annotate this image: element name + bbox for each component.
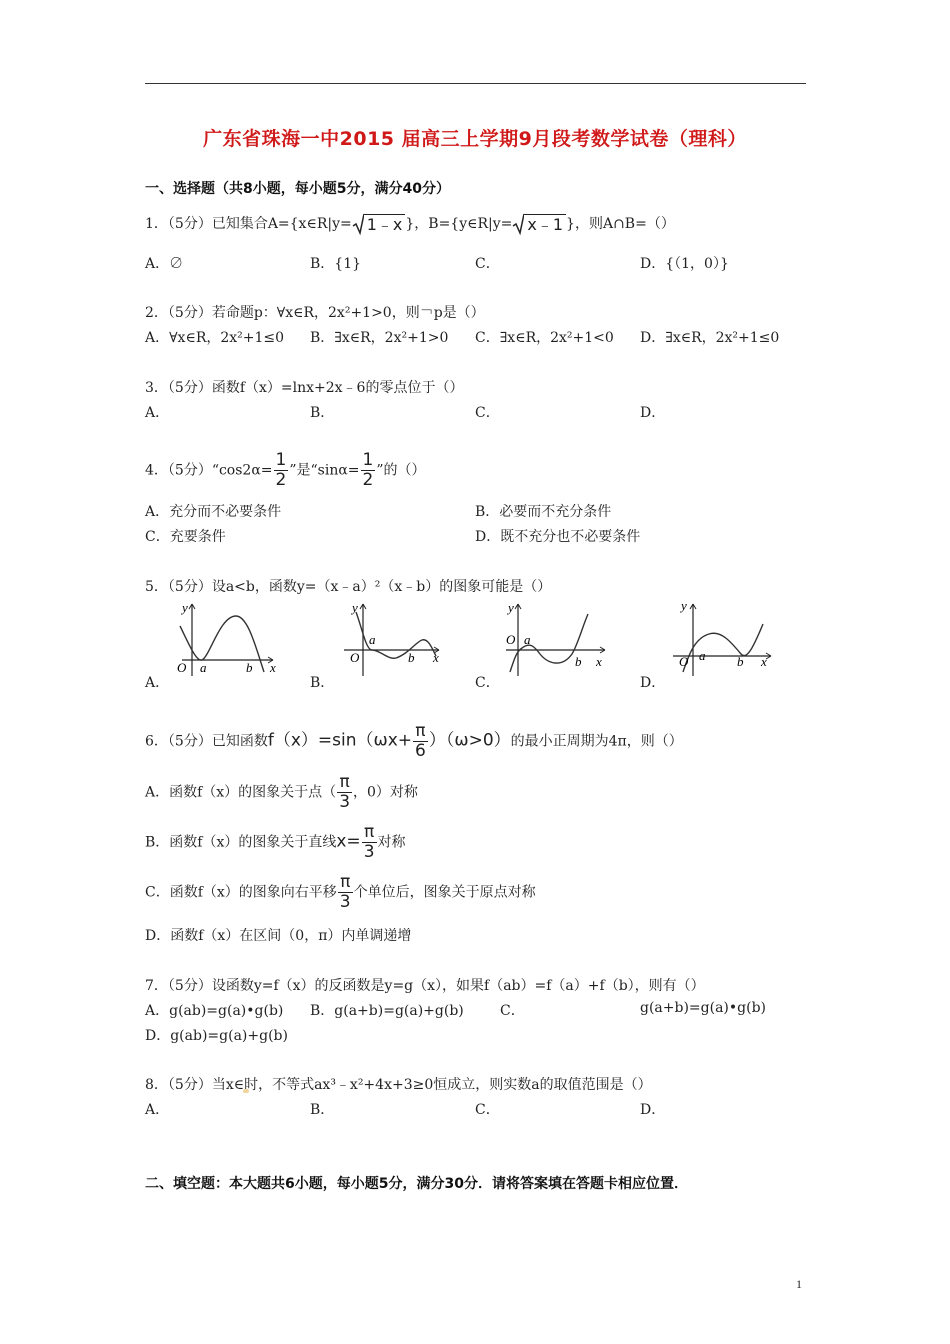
q5-option-c: C． (475, 675, 500, 691)
page-number: 1 (796, 1277, 802, 1291)
header-rule (145, 83, 806, 84)
q8-option-a: A． (145, 1102, 170, 1118)
graph-y-label: y (352, 600, 358, 615)
exam-title: 广东省珠海一中2015 届高三上学期9月段考数学试卷（理科） (203, 128, 747, 150)
fraction: $\frac{1}{2}$ (275, 450, 287, 490)
q2-option-b: B．∃x∈R，2x²+1>0 (310, 330, 449, 346)
question-1-stem: 1．（5分）已知集合A={x∈R|y= 1﹣x }，B={y∈R|y= x﹣1 }，则A∩B=（） (145, 214, 675, 234)
q5-option-a: A． (145, 675, 170, 691)
q6-option-c: C．函数f（x）的图象向右平移 $\frac{\pi}{3}$ 个单位后，图象关于原点对称 (145, 872, 536, 912)
q6-option-d: D．函数f（x）在区间（0，π）内单调递增 (145, 928, 412, 944)
section-1-heading: 一、选择题（共8小题，每小题5分，满分40分） (145, 181, 450, 197)
q5-option-d: D． (640, 675, 666, 691)
graph-origin-label: O (679, 654, 689, 669)
q4-option-c: C．充要条件 (145, 529, 226, 545)
q6-option-b: B．函数f（x）的图象关于直线x= $\frac{\pi}{3}$ 对称 (145, 822, 406, 862)
q4-option-a: A．充分而不必要条件 (145, 504, 282, 520)
graph-y-label: y (182, 600, 188, 615)
graph-option-d (665, 598, 780, 678)
fraction: $\frac{\pi}{6}$ (415, 721, 426, 761)
q7-option-a: A．g(ab)=g(a)•g(b) (145, 1003, 284, 1019)
fraction: $\frac{\pi}{3}$ (339, 872, 351, 912)
graph-option-c (500, 598, 615, 678)
q3-option-c: C． (475, 405, 500, 421)
question-5-stem: 5．（5分）设a<b，函数y=（x﹣a）²（x﹣b）的图象可能是（） (145, 579, 552, 595)
q3-option-b: B． (310, 405, 335, 421)
graph-a-label: a (699, 648, 706, 663)
graph-b-label: b (408, 650, 415, 665)
graph-a-label: a (524, 632, 531, 647)
graph-x-label: x (761, 654, 767, 669)
q7-option-b: B．g(a+b)=g(a)+g(b) (310, 1003, 464, 1019)
graph-origin-label: O (506, 632, 516, 647)
q5-option-b: B． (310, 675, 335, 691)
q2-option-a: A．∀x∈R，2x²+1≤0 (145, 330, 285, 346)
section-2-heading: 二、填空题：本大题共6小题，每小题5分，满分30分．请将答案填在答题卡相应位置． (145, 1176, 688, 1192)
graph-y-label: y (508, 600, 514, 615)
q1-option-a: A．∅ (145, 256, 184, 272)
graph-origin-label: O (177, 660, 187, 675)
q2-option-d: D．∃x∈R，2x²+1≤0 (640, 330, 780, 346)
q4-option-b: B．必要而不充分条件 (475, 504, 612, 520)
q4-option-d: D．既不充分也不必要条件 (475, 529, 641, 545)
question-4-stem: 4．（5分）“cos2α= $\frac{1}{2}$ ”是“sinα= $\frac{1}{2}$ ”的（） (145, 450, 426, 490)
graph-b-label: b (246, 660, 253, 675)
q7-option-d: D．g(ab)=g(a)+g(b) (145, 1028, 288, 1044)
fraction: $\frac{\pi}{3}$ (363, 822, 375, 862)
graph-x-label: x (596, 654, 602, 669)
q8-option-d: D． (640, 1102, 666, 1118)
fraction: $\frac{1}{2}$ (362, 450, 374, 490)
question-6-stem: 6．（5分）已知函数f（x）=sin（ωx+ $\frac{\pi}{6}$ ）（ω>0）的最小正周期为4π，则（） (145, 721, 683, 761)
graph-origin-label: O (350, 650, 360, 665)
q8-option-b: B． (310, 1102, 335, 1118)
q1-option-b: B．{1} (310, 256, 362, 272)
q3-option-d: D． (640, 405, 666, 421)
graph-x-label: x (270, 660, 276, 675)
q6-option-a: A．函数f（x）的图象关于点（ $\frac{\pi}{3}$ ，0）对称 (145, 772, 418, 812)
question-3-stem: 3．（5分）函数f（x）=lnx+2x﹣6的零点位于（） (145, 380, 464, 396)
question-8-stem: 8．（5分）当x∈时，不等式ax³﹣x²+4x+3≥0恒成立，则实数a的取值范围是（） (145, 1077, 652, 1093)
graph-option-a (170, 598, 285, 678)
q8-option-c: C． (475, 1102, 500, 1118)
question-2-stem: 2．（5分）若命题p：∀x∈R，2x²+1>0，则￢p是（） (145, 305, 485, 321)
graph-y-label: y (681, 598, 687, 613)
q1-option-c: C． (475, 256, 500, 272)
sqrt-symbol (352, 213, 364, 235)
q7-option-c-label: C． (500, 1003, 525, 1019)
graph-option-b (336, 598, 451, 678)
q3-option-a: A． (145, 405, 170, 421)
q7-option-c: g(a+b)=g(a)•g(b) (640, 1000, 766, 1016)
graph-a-label: a (369, 632, 376, 647)
fraction: $\frac{\pi}{3}$ (339, 772, 351, 812)
graph-b-label: b (737, 654, 744, 669)
q1-option-d: D．{（1，0）} (640, 256, 729, 272)
sqrt-symbol (512, 213, 524, 235)
question-7-stem: 7．（5分）设函数y=f（x）的反函数是y=g（x），如果f（ab）=f（a）+f（b），则有（） (145, 978, 705, 994)
graph-b-label: b (575, 654, 582, 669)
q2-option-c: C．∃x∈R，2x²+1<0 (475, 330, 614, 346)
graph-x-label: x (433, 650, 439, 665)
graph-a-label: a (200, 660, 207, 675)
